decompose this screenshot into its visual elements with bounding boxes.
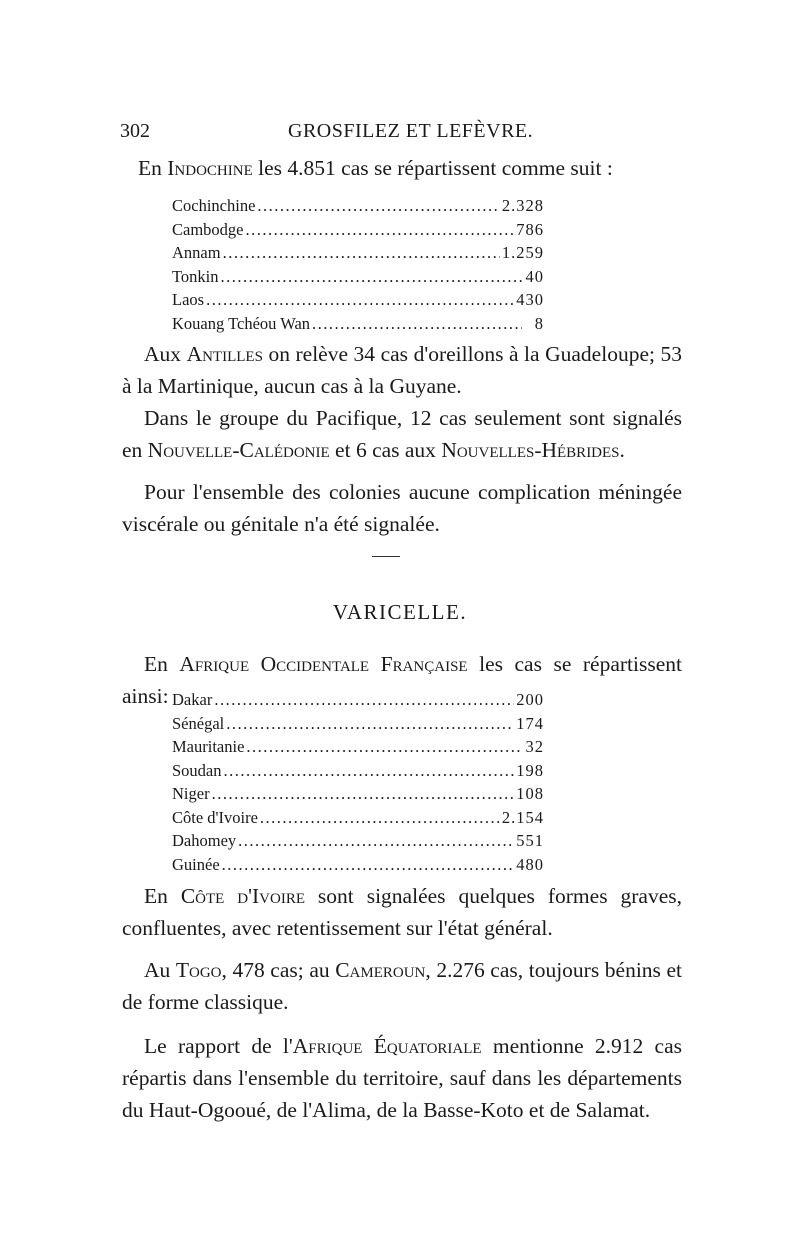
aof-table (172, 690, 544, 878)
place-name: Antilles (186, 342, 263, 366)
text-run: les cas se répartissent ainsi: (122, 652, 682, 708)
row-value: 40 (525, 266, 544, 286)
antilles-paragraph (122, 338, 682, 402)
text-run: Le rapport de l' (144, 1034, 293, 1058)
section-divider (372, 556, 400, 557)
page-number: 302 (120, 120, 150, 142)
row-label: Guinée (172, 854, 220, 874)
place-name: Cameroun (335, 958, 426, 982)
row-value: 108 (516, 784, 544, 803)
row-value: 480 (516, 854, 544, 874)
place-name: Afrique Occidentale Française (179, 652, 468, 676)
row-value: 32 (525, 737, 544, 756)
row-value: 430 (516, 290, 544, 309)
text-run: Aux (144, 342, 187, 366)
dot-leader (312, 314, 522, 334)
text-run: sont signalées quelques formes graves, confluentes, avec retentissement sur l'état général. (122, 884, 682, 940)
table-row (172, 831, 544, 855)
text-run: . (619, 438, 625, 462)
table-row (172, 737, 544, 761)
indochine-paragraph (122, 152, 682, 184)
table-row (172, 267, 544, 291)
text-run: Dans le groupe du Pacifique, 12 cas seulement sont signalés en (122, 406, 682, 462)
dot-leader (260, 808, 500, 828)
dot-leader (221, 267, 522, 287)
table-row (172, 808, 544, 832)
row-label: Soudan (172, 760, 222, 780)
dot-leader (223, 243, 500, 263)
dot-leader (224, 761, 515, 781)
row-value: 8 (534, 313, 544, 333)
dot-leader (214, 690, 514, 710)
ensemble-paragraph: Pour l'ensemble des colonies aucune complication méningée viscérale ou génitale n'a été signalée. (122, 480, 682, 536)
dot-leader (226, 714, 514, 734)
dot-leader (238, 831, 514, 851)
row-label: Dakar (172, 690, 213, 709)
table-row (172, 784, 544, 808)
indochine-table (172, 196, 544, 337)
row-label: Sénégal (172, 713, 225, 733)
text-run: les 4.851 cas se répartissent comme suit : (252, 156, 613, 180)
place-name: Côte d'Ivoire (180, 884, 305, 908)
row-value: 198 (516, 760, 544, 780)
aef-paragraph (122, 1030, 682, 1126)
dot-leader (222, 855, 515, 875)
row-value: 2.154 (501, 807, 544, 827)
row-label: Tonkin (172, 266, 219, 286)
table-row (172, 196, 544, 220)
dot-leader (246, 220, 515, 240)
dot-leader (257, 196, 499, 216)
text-run: En (138, 156, 168, 180)
place-name: Afrique Équatoriale (292, 1034, 482, 1058)
row-label: Mauritanie (172, 737, 245, 756)
text-run: En (144, 884, 181, 908)
cote-ivoire-paragraph (122, 880, 682, 944)
row-label: Dahomey (172, 831, 237, 850)
text-run: Au (144, 958, 176, 982)
table-row (172, 220, 544, 244)
running-title: GROSFILEZ ET LEFÈVRE. (288, 120, 534, 142)
text-run: et 6 cas aux (329, 438, 442, 462)
table-row (172, 855, 544, 879)
row-label: Côte d'Ivoire (172, 807, 258, 827)
togo-paragraph (122, 954, 682, 1018)
row-label: Niger (172, 784, 210, 803)
table-row (172, 714, 544, 738)
row-value: 2.328 (501, 196, 544, 215)
section-title: VARICELLE. (332, 600, 468, 624)
text-run: , 2.276 cas, toujours bénins et de forme classique. (122, 958, 683, 1014)
row-label: Kouang Tchéou Wan (172, 313, 311, 333)
text-run: on relève 34 cas d'oreillons à la Guadeloupe; 53 à la Martinique, aucun cas à la Guyane. (122, 342, 682, 398)
row-label: Annam (172, 243, 221, 262)
row-label: Cochinchine (172, 196, 256, 215)
pacifique-paragraph (122, 402, 682, 466)
text-run: mentionne 2.912 cas répartis dans l'ensemble du territoire, sauf dans les départements du Haut-Ogooué, de l'Alima, de la Basse-Koto et de Salamat. (122, 1034, 682, 1122)
text-run: , 478 cas; au (221, 958, 336, 982)
place-name: Nouvelle-Calédonie (147, 438, 330, 462)
dot-leader (206, 290, 514, 310)
row-value: 786 (516, 219, 544, 239)
dot-leader (246, 737, 522, 757)
table-row (172, 314, 544, 338)
row-value: 174 (516, 713, 544, 733)
table-row (172, 243, 544, 267)
table-row (172, 290, 544, 314)
page-header (120, 120, 680, 146)
row-value: 200 (516, 690, 544, 709)
row-label: Laos (172, 290, 205, 309)
dot-leader (212, 784, 515, 804)
text-run: En (144, 652, 180, 676)
row-label: Cambodge (172, 219, 244, 239)
place-name: Indochine (167, 156, 253, 180)
row-value: 1.259 (501, 243, 544, 262)
place-name: Nouvelles-Hébrides (441, 438, 620, 462)
table-row (172, 690, 544, 714)
place-name: Togo (175, 958, 222, 982)
table-row (172, 761, 544, 785)
row-value: 551 (516, 831, 544, 850)
